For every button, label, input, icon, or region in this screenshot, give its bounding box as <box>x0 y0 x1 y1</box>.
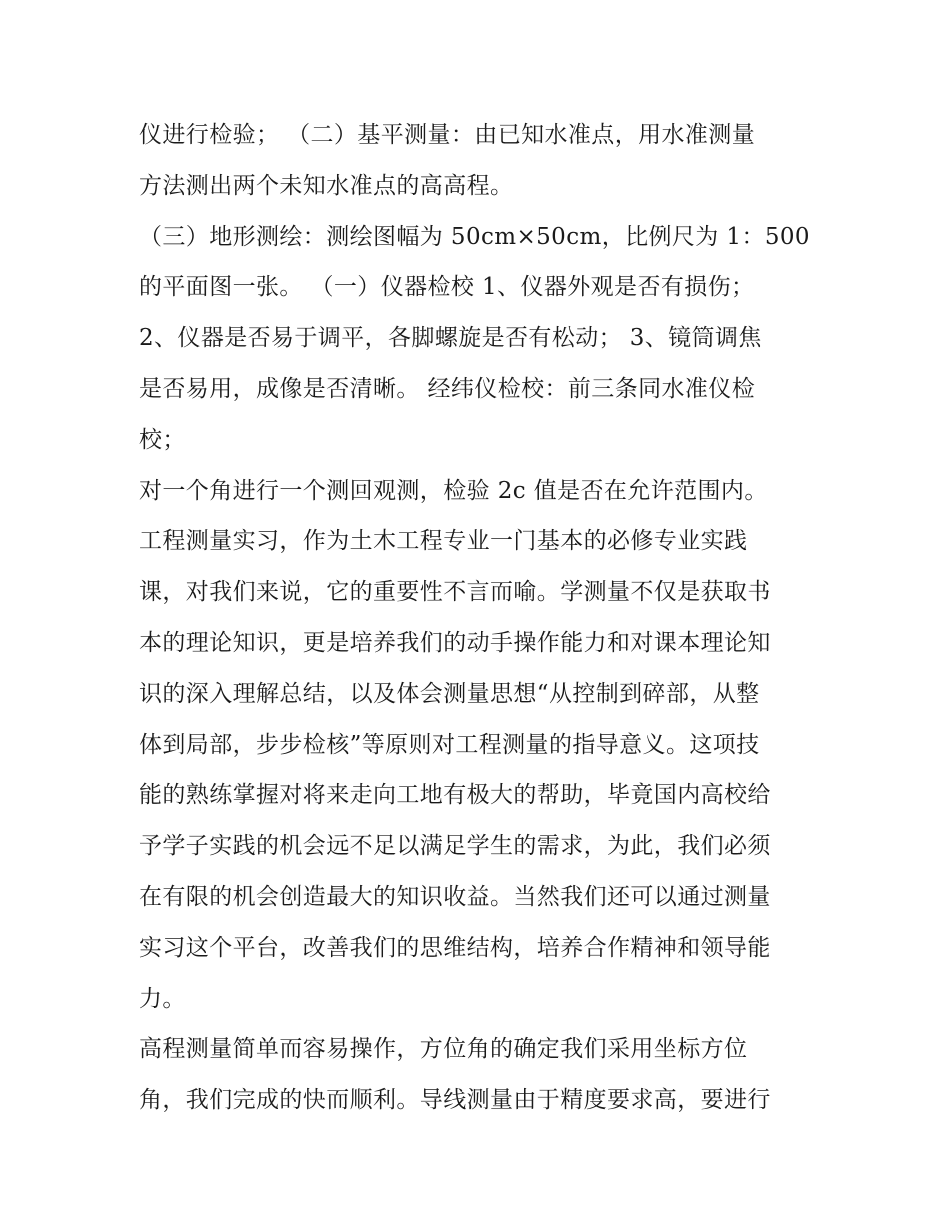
text-line: （三）地形测绘：测绘图幅为 50cm×50cm，比例尺为 1：500 <box>139 223 810 250</box>
text-line: 本的理论知识，更是培养我们的动手操作能力和对课本理论知 <box>139 629 771 656</box>
text-line: 的平面图一张。 （一）仪器检校 1、仪器外观是否有损伤； <box>139 274 755 301</box>
text-line: 工程测量实习，作为土木工程专业一门基本的必修专业实践 <box>139 528 748 555</box>
text-line: 是否易用，成像是否清晰。 经纬仪检校：前三条同水准仪检 <box>139 375 756 402</box>
text-line: 课，对我们来说，它的重要性不言而喻。学测量不仅是获取书 <box>139 579 771 606</box>
text-line: 方法测出两个未知水准点的高高程。 <box>139 172 514 199</box>
text-line: 仪进行检验； （二）基平测量：由已知水准点，用水准测量 <box>139 122 756 148</box>
text-line: 力。 <box>139 985 186 1012</box>
text-line: 校； <box>139 426 186 453</box>
document-body <box>139 110 819 1126</box>
text-line: 2、仪器是否易于调平，各脚螺旋是否有松动； 3、镜筒调焦 <box>139 325 762 352</box>
text-line: 能的熟练掌握对将来走向工地有极大的帮助，毕竟国内高校给 <box>139 782 771 809</box>
text-line: 在有限的机会创造最大的知识收益。当然我们还可以通过测量 <box>139 883 771 910</box>
text-line: 角，我们完成的快而顺利。导线测量由于精度要求高，要进行 <box>139 1087 771 1114</box>
text-line: 高程测量简单而容易操作，方位角的确定我们采用坐标方位 <box>139 1036 748 1063</box>
text-line: 体到局部，步步检核”等原则对工程测量的指导意义。这项技 <box>139 731 760 758</box>
text-line: 实习这个平台，改善我们的思维结构，培养合作精神和领导能 <box>139 934 771 961</box>
text-line: 予学子实践的机会远不足以满足学生的需求，为此，我们必须 <box>139 833 771 860</box>
text-line: 识的深入理解总结，以及体会测量思想“从控制到碎部，从整 <box>139 680 760 707</box>
text-line: 对一个角进行一个测回观测，检验 2c 值是否在允许范围内。 <box>139 477 768 504</box>
